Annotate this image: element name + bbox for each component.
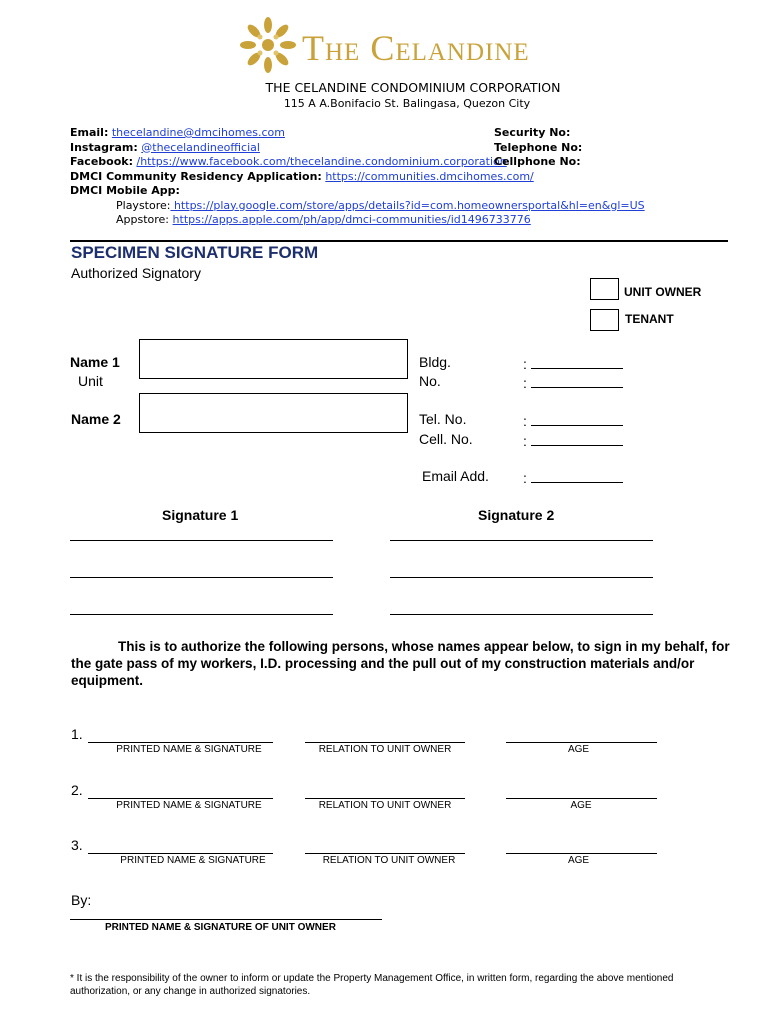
footnote: * It is the responsibility of the owner to inform or update the Property Management Office, in written form, regarding the above mentioned authorization, or any change in authorized signatories. bbox=[70, 973, 674, 997]
relation-caption: RELATION TO UNIT OWNER bbox=[318, 800, 452, 811]
instagram-label: Instagram: bbox=[70, 140, 138, 154]
signature1-label: Signature 1 bbox=[162, 507, 239, 523]
tenant-label: TENANT bbox=[625, 312, 674, 326]
unit-owner-label: UNIT OWNER bbox=[624, 285, 702, 299]
email-label: Email: bbox=[70, 126, 109, 139]
person-row-1 bbox=[0, 726, 768, 756]
appstore-label: Appstore: bbox=[116, 213, 170, 226]
age-line[interactable] bbox=[506, 838, 657, 854]
authorization-paragraph: This is to authorize the following persons, whose names appear below, to sign in my behalf, for the gate pass of my workers, I.D. processing and the pull out of my construction materials and/or equipment. bbox=[71, 639, 730, 688]
name1-input[interactable] bbox=[139, 339, 408, 379]
printed-name-caption: PRINTED NAME & SIGNATURE bbox=[116, 800, 262, 811]
dcra-label: DMCI Community Residency Application: bbox=[70, 169, 322, 183]
name2-label: Name 2 bbox=[71, 411, 121, 427]
age-caption: AGE bbox=[570, 800, 592, 811]
email-add-label: Email Add. bbox=[422, 468, 489, 484]
cell-label: Cell. No. bbox=[419, 431, 473, 447]
form-subtitle: Authorized Signatory bbox=[71, 265, 201, 281]
security-label: Security No: bbox=[494, 126, 571, 139]
tel-field[interactable] bbox=[523, 411, 623, 429]
signature2-line[interactable] bbox=[390, 577, 653, 578]
brand-wordmark: The Celandine bbox=[302, 28, 530, 68]
name1-label: Name 1 bbox=[70, 354, 120, 370]
appstore-link[interactable]: https://apps.apple.com/ph/app/dmci-communities/id1496733776 bbox=[172, 213, 531, 226]
corporation-name: THE CELANDINE CONDOMINIUM CORPORATION bbox=[265, 80, 561, 95]
owner-signature-caption: PRINTED NAME & SIGNATURE OF UNIT OWNER bbox=[105, 922, 336, 933]
signature1-line[interactable] bbox=[70, 614, 333, 615]
email-link[interactable]: thecelandine@dmcihomes.com bbox=[111, 126, 285, 139]
tenant-checkbox[interactable] bbox=[590, 309, 619, 331]
signature2-label: Signature 2 bbox=[478, 507, 555, 523]
printed-name-line[interactable] bbox=[88, 783, 273, 799]
telephone-label: Telephone No: bbox=[494, 140, 583, 154]
playstore-label: Playstore: bbox=[116, 198, 171, 212]
phone-block bbox=[494, 126, 582, 170]
corporation-address: 115 A A.Bonifacio St. Balingasa, Quezon City bbox=[283, 97, 531, 110]
bldg-field[interactable] bbox=[523, 354, 623, 372]
signature1-line[interactable] bbox=[70, 540, 333, 541]
relation-line[interactable] bbox=[305, 783, 465, 799]
unit-owner-checkbox[interactable] bbox=[590, 278, 619, 300]
colon: : bbox=[523, 356, 527, 372]
printed-name-caption: PRINTED NAME & SIGNATURE bbox=[120, 855, 266, 866]
colon: : bbox=[523, 470, 527, 486]
owner-signature-line[interactable] bbox=[70, 919, 382, 920]
celandine-flower-logo bbox=[238, 16, 298, 74]
colon: : bbox=[523, 413, 527, 429]
unit-no-field[interactable] bbox=[523, 373, 623, 391]
cell-field[interactable] bbox=[523, 431, 623, 449]
name2-input[interactable] bbox=[139, 393, 408, 433]
no-label: No. bbox=[419, 373, 441, 389]
age-line[interactable] bbox=[506, 727, 657, 743]
relation-line[interactable] bbox=[305, 838, 465, 854]
printed-name-line[interactable] bbox=[88, 727, 273, 743]
mobile-app-label: DMCI Mobile App: bbox=[70, 184, 180, 197]
signature1-line[interactable] bbox=[70, 577, 333, 578]
colon: : bbox=[523, 433, 527, 449]
tel-label: Tel. No. bbox=[419, 411, 467, 427]
facebook-link[interactable]: /https://www.facebook.com/thecelandine.condominium.corporation bbox=[136, 155, 507, 168]
instagram-link[interactable]: @thecelandineofficial bbox=[141, 140, 260, 154]
facebook-label: Facebook: bbox=[70, 155, 133, 168]
email-field[interactable] bbox=[523, 468, 623, 486]
header-divider bbox=[70, 240, 728, 242]
person-row-3 bbox=[0, 837, 768, 867]
form-title: SPECIMEN SIGNATURE FORM bbox=[71, 243, 319, 262]
cellphone-label: Cellphone No: bbox=[494, 155, 581, 168]
bldg-label: Bldg. bbox=[419, 354, 451, 370]
relation-caption: RELATION TO UNIT OWNER bbox=[322, 855, 456, 866]
colon: : bbox=[523, 375, 527, 391]
signature2-line[interactable] bbox=[390, 540, 653, 541]
person-row-2 bbox=[0, 782, 768, 812]
dcra-link[interactable]: https://communities.dmcihomes.com/ bbox=[325, 169, 534, 183]
relation-line[interactable] bbox=[305, 727, 465, 743]
row-number: 2. bbox=[71, 782, 83, 798]
age-caption: AGE bbox=[567, 855, 590, 866]
unit-label: Unit bbox=[78, 373, 103, 389]
age-line[interactable] bbox=[506, 783, 657, 799]
printed-name-caption: PRINTED NAME & SIGNATURE bbox=[116, 744, 262, 755]
signature2-line[interactable] bbox=[390, 614, 653, 615]
by-label: By: bbox=[71, 892, 92, 908]
printed-name-line[interactable] bbox=[88, 838, 273, 854]
playstore-link[interactable]: https://play.google.com/store/apps/details?id=com.homeownersportal&hl=en&gl=US bbox=[170, 198, 645, 212]
age-caption: AGE bbox=[567, 744, 590, 755]
row-number: 1. bbox=[71, 726, 83, 742]
row-number: 3. bbox=[71, 837, 83, 853]
relation-caption: RELATION TO UNIT OWNER bbox=[318, 744, 452, 755]
